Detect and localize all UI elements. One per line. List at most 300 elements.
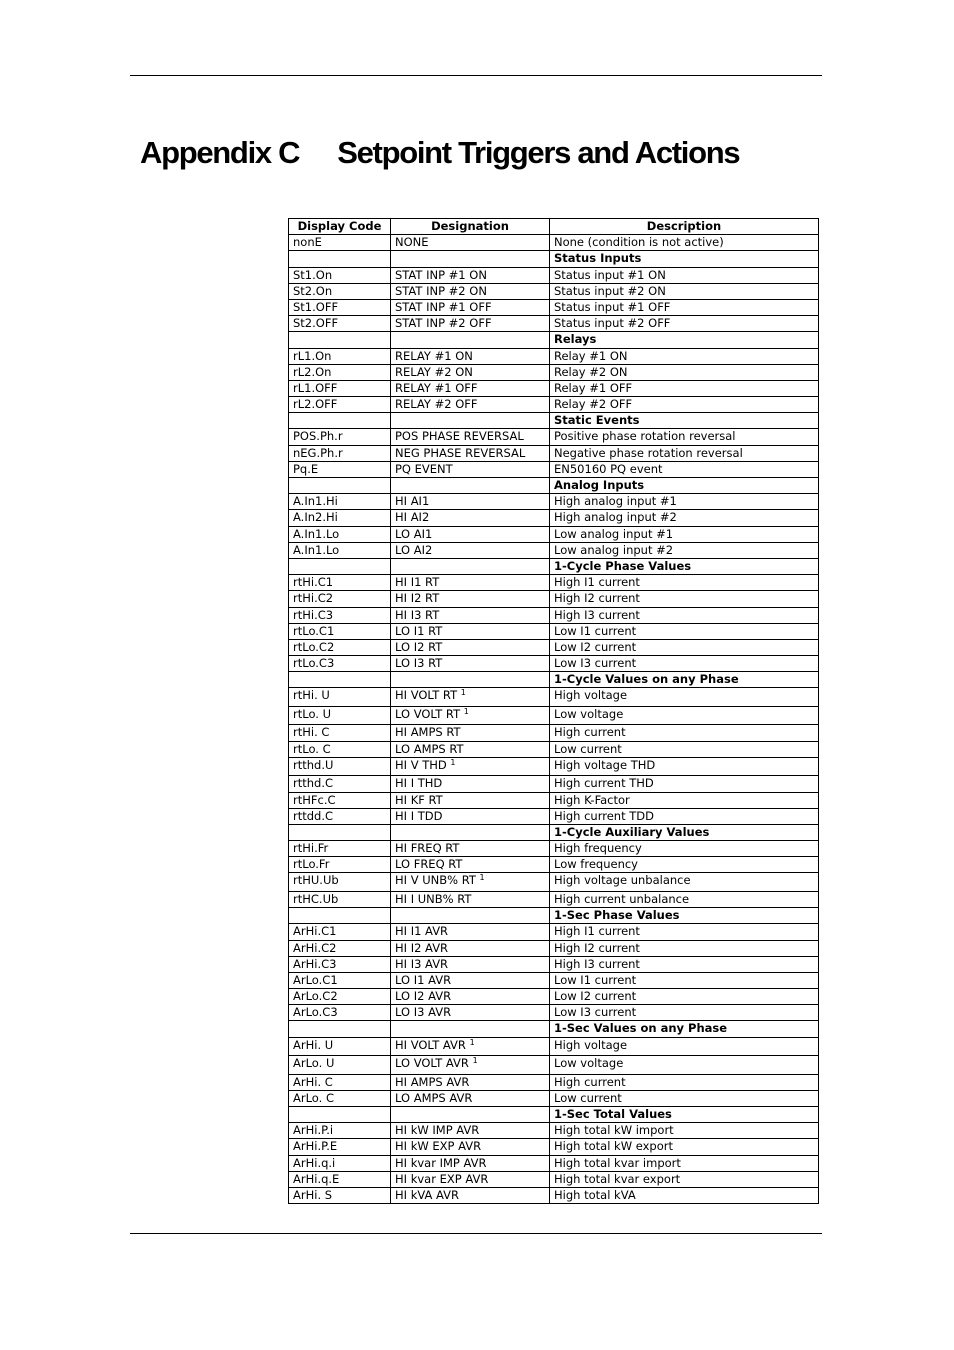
table-row [289,940,819,956]
table-row [289,1005,819,1021]
cell-designation [391,461,550,477]
table-row [289,688,819,707]
cell-description [550,1005,819,1021]
table-header-row [289,219,819,235]
section-heading-text: Relays [554,332,597,347]
table-row [289,299,819,315]
cell-designation-text: HI kW EXP AVR [395,1139,482,1154]
cell-display-code [289,364,391,380]
cell-display-code-text: rtHi.C2 [293,591,334,606]
cell-display-code-text: Pq.E [293,461,319,476]
cell-description [550,283,819,299]
cell-designation-text: HI I UNB% RT [395,891,472,906]
cell-display-code [289,873,391,892]
table-row [289,972,819,988]
column-header-description: Description [550,219,819,235]
cell-designation-text: STAT INP #1 OFF [395,299,492,314]
cell-description-text: Status input #2 ON [554,283,666,298]
cell-designation-text: HI I THD [395,776,443,791]
cell-description [550,891,819,907]
cell-display-code-text: rtLo.Fr [293,857,330,872]
cell-description-text: Relay #2 OFF [554,397,633,412]
cell-description-text: Relay #2 ON [554,364,628,379]
cell-designation-text: STAT INP #2 OFF [395,316,492,331]
cell-designation [391,542,550,558]
cell-description-text: Low analog input #2 [554,542,674,557]
cell-designation-text: HI AI1 [395,494,430,509]
cell-designation [391,1187,550,1203]
table-row [289,792,819,808]
cell-description-text: High I1 current [554,575,640,590]
table-row [289,348,819,364]
cell-designation [391,1005,550,1021]
cell-display-code-text: St1.OFF [293,299,339,314]
cell-description [550,873,819,892]
cell-designation [391,623,550,639]
cell-designation [391,348,550,364]
cell-designation [391,891,550,907]
cell-description [550,1074,819,1090]
table-row [289,956,819,972]
cell-display-code [289,792,391,808]
table-row [289,591,819,607]
cell-description [550,429,819,445]
cell-designation-text: RELAY #2 OFF [395,397,478,412]
cell-designation-text: HI kW IMP AVR [395,1123,480,1138]
cell-designation-text: HI I1 AVR [395,924,449,939]
table-row [289,857,819,873]
section-row [289,332,819,348]
cell-designation-text: HI FREQ RT [395,841,460,856]
cell-display-code-text: rL2.On [293,364,332,379]
cell-designation-text: STAT INP #2 ON [395,283,487,298]
section-heading-text: 1-Sec Total Values [554,1107,672,1121]
cell-description [550,656,819,672]
section-row [289,413,819,429]
cell-display-code [289,591,391,607]
cell-designation [391,857,550,873]
cell-designation [391,956,550,972]
cell-display-code [289,380,391,396]
table-row [289,706,819,725]
cell-display-code [289,725,391,741]
cell-designation [391,940,550,956]
cell-designation [391,494,550,510]
cell-description [550,1155,819,1171]
cell-description-text: High analog input #2 [554,510,677,525]
section-row [289,1021,819,1037]
appendix-name: Setpoint Triggers and Actions [337,135,740,170]
table-body [289,235,819,1204]
cell-display-code [289,1123,391,1139]
cell-display-code-text: A.In1.Lo [293,542,340,557]
cell-description-text: Relay #1 OFF [554,380,633,395]
cell-display-code-text: ArHi.P.E [293,1139,338,1154]
cell-display-code [289,1037,391,1056]
table-row [289,510,819,526]
cell-designation-text: LO AI1 [395,526,433,541]
cell-display-code-text: rtHi. U [293,688,330,703]
footnote-marker: 1 [463,706,469,716]
cell-display-code [289,924,391,940]
cell-description [550,316,819,332]
cell-designation [391,1021,550,1037]
cell-designation [391,792,550,808]
table-row [289,461,819,477]
cell-description-text: High voltage [554,1037,628,1052]
cell-designation-text: LO I1 AVR [395,972,452,987]
cell-display-code-text: ArLo.C2 [293,989,338,1004]
cell-display-code-text: ArHi.q.i [293,1155,336,1170]
footnote-marker: 1 [450,757,456,767]
cell-description [550,445,819,461]
table-row [289,1139,819,1155]
cell-display-code [289,332,391,348]
cell-description-text: High total kVA [554,1187,636,1202]
cell-display-code [289,639,391,655]
cell-designation-text: HI V UNB% RT [395,873,476,888]
cell-display-code-text: A.In1.Hi [293,494,338,509]
cell-display-code [289,235,391,251]
cell-designation [391,656,550,672]
cell-description [550,989,819,1005]
cell-designation-text: LO I1 RT [395,623,443,638]
cell-description [550,924,819,940]
section-heading-text: 1-Cycle Values on any Phase [554,672,739,687]
cell-designation-text: LO AMPS AVR [395,1090,473,1105]
cell-description [550,841,819,857]
table-row [289,607,819,623]
cell-designation-text: LO I2 RT [395,639,443,654]
cell-designation [391,757,550,776]
cell-display-code-text: rtHFc.C [293,792,336,807]
cell-designation [391,251,550,267]
cell-description-text: High I3 current [554,956,640,971]
cell-description [550,380,819,396]
cell-display-code [289,706,391,725]
cell-description-text: High current TDD [554,808,654,823]
cell-description [550,348,819,364]
cell-display-code [289,299,391,315]
cell-description [550,591,819,607]
cell-display-code-text: rtHi.Fr [293,841,329,856]
table-row [289,542,819,558]
appendix-label: Appendix C [140,135,300,170]
cell-designation [391,299,550,315]
cell-designation-text: RELAY #2 ON [395,364,473,379]
cell-display-code [289,445,391,461]
cell-description-text: High I1 current [554,924,640,939]
cell-designation [391,972,550,988]
page-title [140,135,739,171]
setpoint-triggers-table [288,218,819,1204]
table-row [289,267,819,283]
cell-display-code [289,908,391,924]
cell-designation-text: HI AMPS AVR [395,1074,470,1089]
cell-designation [391,824,550,840]
cell-description-text: High voltage [554,688,628,703]
footnote-marker: 1 [479,873,485,883]
table-row [289,1187,819,1203]
cell-display-code [289,413,391,429]
cell-display-code-text: rL1.OFF [293,380,338,395]
cell-description [550,461,819,477]
cell-display-code-text: rtHC.Ub [293,891,339,906]
cell-designation-text: HI V THD [395,757,447,772]
cell-display-code-text: rL2.OFF [293,397,338,412]
table-row [289,989,819,1005]
cell-description-text: Low frequency [554,857,638,872]
cell-description-text: High current [554,1074,626,1089]
section-row [289,558,819,574]
header-rule [130,75,822,76]
cell-description-text: High total kW import [554,1123,674,1138]
table-row [289,1056,819,1075]
cell-display-code [289,956,391,972]
cell-designation [391,429,550,445]
cell-designation-text: HI kvar EXP AVR [395,1171,489,1186]
cell-description-text: Low I1 current [554,623,637,638]
cell-display-code-text: A.In2.Hi [293,510,338,525]
section-heading-text: 1-Cycle Phase Values [554,558,692,573]
cell-designation [391,332,550,348]
cell-designation [391,1090,550,1106]
cell-description [550,1037,819,1056]
cell-display-code-text: ArHi.C1 [293,924,337,939]
cell-designation-text: HI VOLT AVR [395,1037,466,1052]
cell-designation-text: LO I3 AVR [395,1005,452,1020]
cell-display-code [289,741,391,757]
cell-designation-text: LO AI2 [395,542,433,557]
cell-description [550,706,819,725]
cell-designation-text: PQ EVENT [395,461,453,476]
cell-designation [391,1037,550,1056]
cell-description-text: Status input #2 OFF [554,316,671,331]
cell-display-code [289,348,391,364]
cell-display-code-text: rtHU.Ub [293,873,339,888]
section-heading [550,478,819,494]
table-row [289,924,819,940]
cell-display-code [289,1056,391,1075]
cell-display-code-text: St2.On [293,283,333,298]
table-row [289,235,819,251]
cell-designation [391,364,550,380]
cell-description [550,1139,819,1155]
cell-display-code [289,510,391,526]
cell-designation [391,267,550,283]
cell-display-code [289,1107,391,1123]
cell-description [550,542,819,558]
cell-designation-text: RELAY #1 ON [395,348,473,363]
cell-description-text: Negative phase rotation reversal [554,445,743,460]
cell-display-code-text: rtLo.C1 [293,623,335,638]
cell-designation-text: HI AI2 [395,510,430,525]
table-row [289,776,819,792]
cell-display-code [289,251,391,267]
cell-description [550,299,819,315]
section-heading-text: 1-Sec Values on any Phase [554,1021,728,1036]
cell-description [550,792,819,808]
table-row [289,1090,819,1106]
cell-designation [391,725,550,741]
cell-designation-text: LO FREQ RT [395,857,463,872]
table-row [289,445,819,461]
cell-designation [391,283,550,299]
cell-description [550,235,819,251]
column-header-designation: Designation [391,219,550,235]
section-heading [550,413,819,429]
cell-description-text: Low I3 current [554,1005,637,1020]
cell-description-text: Low I2 current [554,639,637,654]
cell-display-code [289,1021,391,1037]
cell-description-text: High analog input #1 [554,494,677,509]
table-row [289,1074,819,1090]
cell-description [550,1187,819,1203]
cell-designation-text: HI I1 RT [395,575,440,590]
cell-display-code [289,542,391,558]
cell-display-code-text: ArHi. S [293,1187,333,1202]
cell-designation [391,639,550,655]
table-row [289,364,819,380]
section-heading-text: Status Inputs [554,251,642,266]
cell-designation [391,1139,550,1155]
cell-designation-text: HI I2 AVR [395,940,449,955]
table-row [289,1037,819,1056]
cell-display-code-text: rttdd.C [293,808,334,823]
cell-display-code [289,1005,391,1021]
cell-display-code-text: rtHi.C1 [293,575,334,590]
table-row [289,639,819,655]
table-row [289,725,819,741]
cell-description [550,510,819,526]
cell-description [550,688,819,707]
cell-designation [391,706,550,725]
table-row [289,1123,819,1139]
cell-display-code-text: ArHi.C3 [293,956,337,971]
section-heading [550,251,819,267]
cell-display-code [289,316,391,332]
cell-display-code-text: rtHi. C [293,725,330,740]
cell-display-code-text: ArLo.C1 [293,972,338,987]
section-row [289,1107,819,1123]
cell-display-code-text: St1.On [293,267,333,282]
cell-display-code [289,891,391,907]
section-heading-text: 1-Cycle Auxiliary Values [554,824,710,839]
cell-display-code-text: rtthd.C [293,776,334,791]
cell-designation-text: HI kVA AVR [395,1187,459,1202]
cell-designation-text: HI I2 RT [395,591,440,606]
cell-display-code-text: nonE [293,235,322,250]
cell-display-code-text: rtthd.U [293,757,334,772]
section-row [289,824,819,840]
table-row [289,891,819,907]
cell-display-code [289,397,391,413]
cell-designation-text: POS PHASE REVERSAL [395,429,524,444]
cell-display-code [289,1139,391,1155]
cell-description-text: High I2 current [554,940,640,955]
table-row [289,380,819,396]
cell-designation [391,1074,550,1090]
cell-description-text: None (condition is not active) [554,235,724,250]
cell-designation [391,575,550,591]
cell-display-code-text: ArHi. C [293,1074,333,1089]
cell-display-code [289,757,391,776]
cell-description [550,526,819,542]
cell-description [550,1123,819,1139]
cell-designation [391,688,550,707]
cell-designation [391,1171,550,1187]
cell-description-text: High voltage THD [554,757,656,772]
cell-description-text: High current THD [554,776,654,791]
cell-designation [391,1056,550,1075]
table-row [289,757,819,776]
cell-description-text: Low current [554,1090,622,1105]
table-row [289,283,819,299]
cell-description-text: Low I2 current [554,989,637,1004]
cell-display-code [289,972,391,988]
cell-display-code-text: rL1.On [293,348,332,363]
cell-description [550,741,819,757]
cell-display-code-text: rtLo. U [293,706,332,721]
cell-description-text: High current unbalance [554,891,690,906]
cell-display-code [289,283,391,299]
cell-display-code-text: ArHi.C2 [293,940,337,955]
section-row [289,908,819,924]
cell-display-code [289,989,391,1005]
cell-description-text: High total kvar export [554,1171,681,1186]
section-row [289,478,819,494]
cell-designation [391,808,550,824]
cell-designation-text: LO AMPS RT [395,741,464,756]
cell-description-text: High frequency [554,841,642,856]
cell-display-code [289,558,391,574]
cell-designation [391,413,550,429]
cell-display-code [289,461,391,477]
cell-description-text: Low I3 current [554,656,637,671]
section-heading [550,672,819,688]
table-row [289,316,819,332]
cell-description-text: High current [554,725,626,740]
section-heading [550,824,819,840]
cell-display-code-text: rtLo. C [293,741,331,756]
section-heading-text: Analog Inputs [554,478,645,492]
cell-display-code [289,429,391,445]
cell-designation-text: HI AMPS RT [395,725,461,740]
table-row [289,873,819,892]
footnote-marker: 1 [472,1056,478,1066]
cell-display-code [289,1090,391,1106]
cell-description [550,757,819,776]
cell-description-text: Relay #1 ON [554,348,628,363]
cell-display-code-text: ArLo. U [293,1056,335,1071]
cell-display-code [289,841,391,857]
table-row [289,494,819,510]
cell-designation [391,924,550,940]
table-row [289,656,819,672]
cell-display-code [289,824,391,840]
cell-display-code-text: A.In1.Lo [293,526,340,541]
cell-designation-text: LO I2 AVR [395,989,452,1004]
cell-description [550,725,819,741]
cell-description-text: Status input #1 ON [554,267,666,282]
cell-designation [391,1155,550,1171]
cell-description-text: EN50160 PQ event [554,461,663,476]
cell-designation [391,873,550,892]
cell-designation [391,1107,550,1123]
cell-display-code-text: ArHi.P.i [293,1123,334,1138]
cell-designation-text: STAT INP #1 ON [395,267,487,282]
cell-designation [391,841,550,857]
